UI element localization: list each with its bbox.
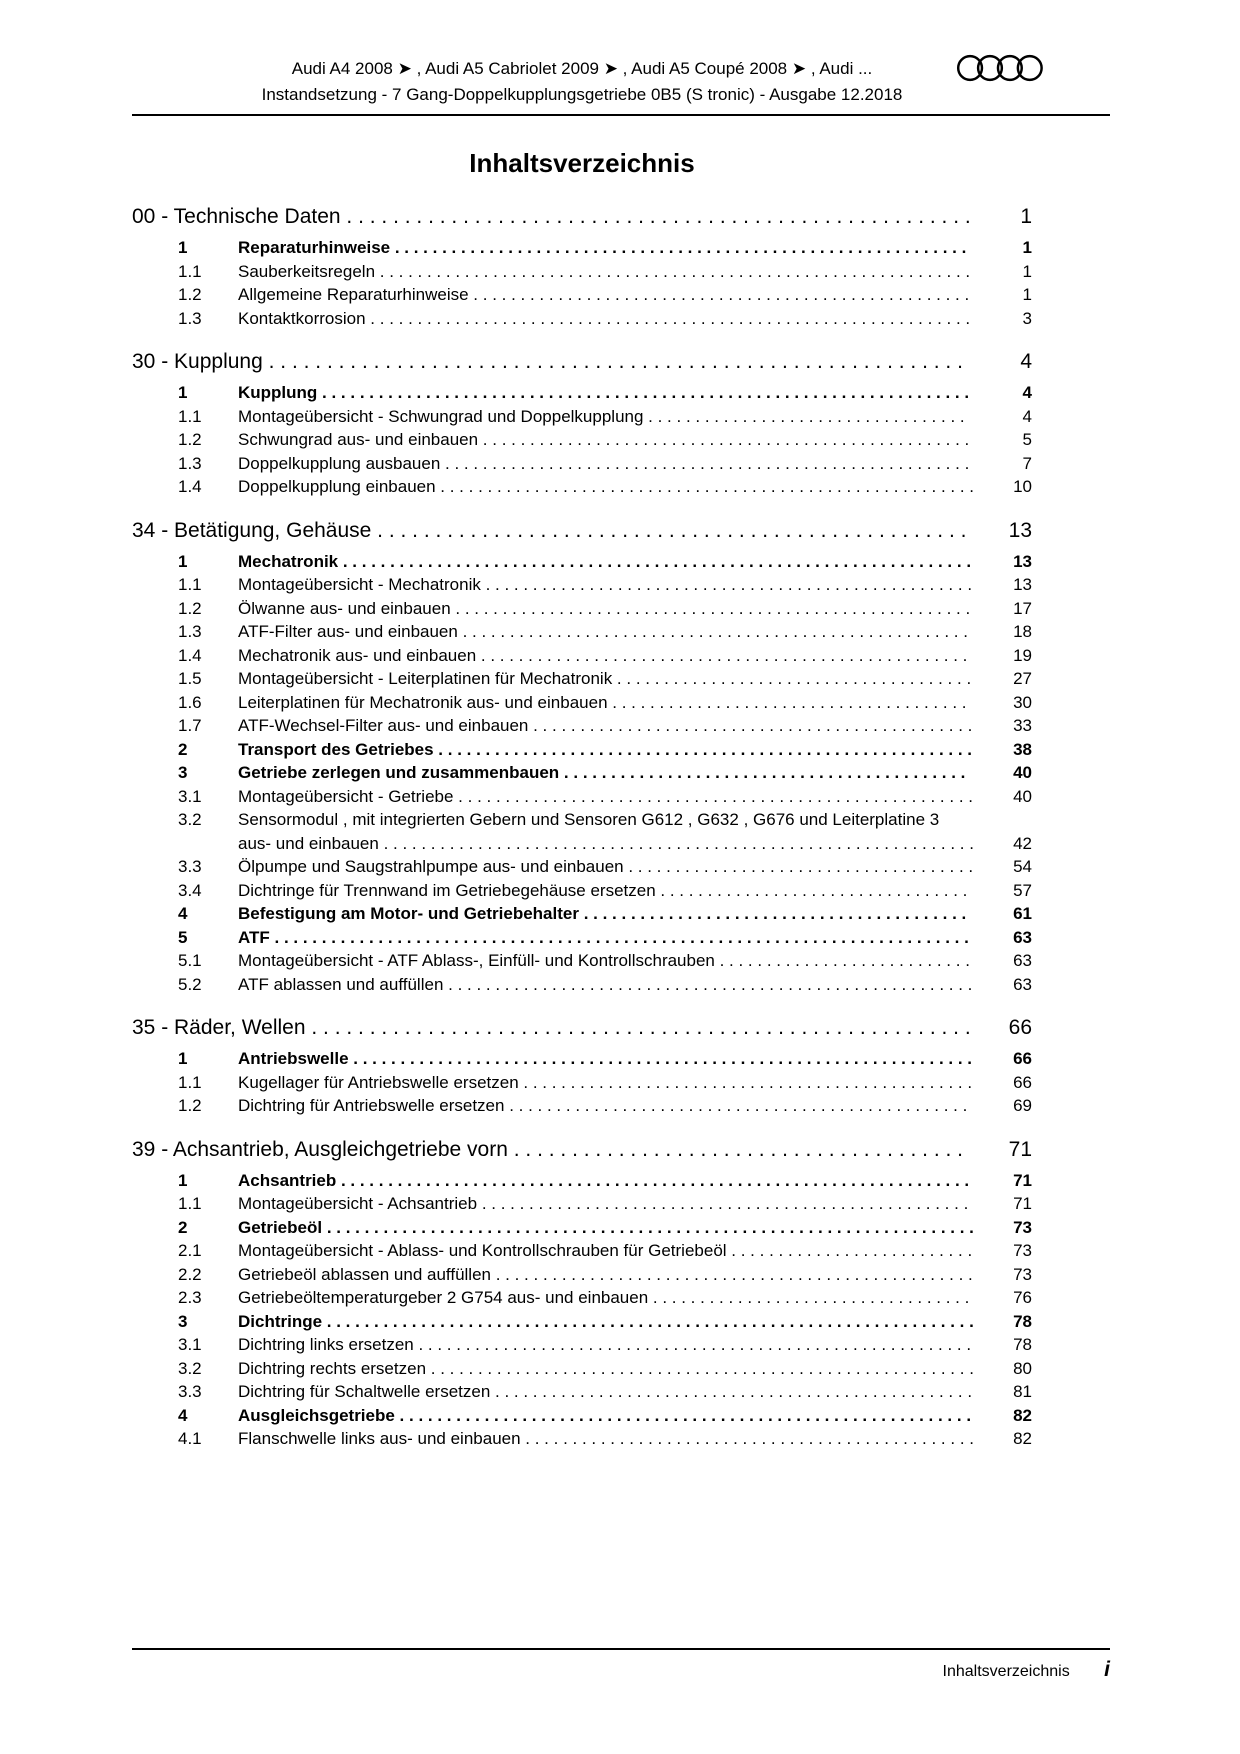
toc-entry-title: Flanschwelle links aus- und einbauen bbox=[238, 1429, 521, 1448]
toc-entry-list bbox=[132, 381, 1032, 499]
toc-entry-title: ATF ablassen und auffüllen bbox=[238, 974, 444, 994]
toc-entry-text bbox=[238, 1333, 974, 1357]
toc-entry-number: 1.3 bbox=[178, 453, 202, 473]
toc-entry-number: 4 bbox=[178, 904, 188, 923]
toc-entry-row[interactable] bbox=[132, 260, 1032, 284]
toc-entry-page: 54 bbox=[1013, 857, 1032, 876]
toc-entry-text bbox=[238, 691, 974, 715]
toc-entry-text bbox=[238, 714, 974, 738]
toc-entry-page: 73 bbox=[1013, 1217, 1032, 1237]
toc-entry-number: 1.3 bbox=[178, 308, 202, 328]
toc-entry-page: 69 bbox=[1013, 1096, 1032, 1115]
footer-section-label: Inhaltsverzeichnis bbox=[942, 1663, 1070, 1680]
toc-chapter-text bbox=[132, 517, 974, 545]
toc-entry-title: Dichtring links ersetzen bbox=[238, 1335, 414, 1354]
toc-entry-number: 1 bbox=[178, 238, 188, 257]
toc-chapter bbox=[132, 348, 1032, 499]
toc-entry-text bbox=[238, 381, 974, 405]
toc-entry-text bbox=[238, 428, 974, 452]
toc-entry-text bbox=[238, 452, 974, 476]
toc-entry-page: 66 bbox=[1013, 1049, 1032, 1068]
toc-entry-number: 3.1 bbox=[178, 786, 202, 806]
toc-entry-number: 3.1 bbox=[178, 1335, 202, 1354]
toc-chapter-label: 39 - Achsantrieb, Ausgleichgetriebe vorn bbox=[132, 1137, 508, 1161]
header-document-line: Instandsetzung - 7 Gang-Doppelkupplungsgetriebe 0B5 (S tronic) - Ausgabe 12.2018 bbox=[261, 85, 903, 104]
toc-entry-row[interactable] bbox=[132, 597, 1032, 621]
toc-entry-title: Allgemeine Reparaturhinweise bbox=[238, 285, 469, 304]
toc-entry-number: 4.1 bbox=[178, 1429, 202, 1448]
toc-entry-row[interactable] bbox=[132, 1286, 1032, 1310]
toc-entry-row[interactable] bbox=[132, 808, 1032, 855]
toc-entry-title: Kugellager für Antriebswelle ersetzen bbox=[238, 1072, 519, 1092]
toc-entry-text bbox=[238, 307, 974, 331]
toc-entry-text bbox=[238, 926, 974, 950]
toc-chapter-text bbox=[132, 203, 974, 231]
toc-entry-text bbox=[238, 1047, 974, 1071]
toc-entry-list bbox=[132, 1047, 1032, 1118]
toc-entry-page: 63 bbox=[1013, 951, 1032, 970]
toc-entry-page: 1 bbox=[1022, 261, 1032, 281]
toc-entry-page: 71 bbox=[1013, 1194, 1032, 1213]
toc-entry-list bbox=[132, 236, 1032, 330]
toc-entry-text bbox=[238, 260, 974, 284]
toc-chapter-row[interactable] bbox=[132, 1014, 1032, 1042]
toc-entry-title: Doppelkupplung einbauen bbox=[238, 477, 436, 496]
toc-entry-text bbox=[238, 902, 974, 926]
toc-entry-text bbox=[238, 1169, 974, 1193]
toc-entry-text bbox=[238, 236, 974, 260]
toc-entry-text bbox=[238, 620, 974, 644]
toc-entry-number: 1 bbox=[178, 1049, 188, 1068]
toc-entry-text bbox=[238, 738, 974, 762]
toc-chapter-row[interactable] bbox=[132, 517, 1032, 545]
toc-chapter bbox=[132, 517, 1032, 997]
toc-entry-title: Mechatronik bbox=[238, 551, 339, 571]
toc-entry-page: 5 bbox=[1022, 430, 1032, 449]
toc-entry-row[interactable] bbox=[132, 855, 1032, 879]
toc-entry-number: 2.3 bbox=[178, 1288, 202, 1307]
toc-entry-title: Getriebeöl ablassen und auffüllen bbox=[238, 1264, 491, 1284]
toc-entry-page: 1 bbox=[1022, 238, 1032, 257]
toc-chapter-label: 35 - Räder, Wellen bbox=[132, 1016, 306, 1039]
toc-entry-page: 13 bbox=[1013, 551, 1032, 571]
toc-entry-row[interactable] bbox=[132, 1333, 1032, 1357]
toc-entry-page: 82 bbox=[1013, 1429, 1032, 1448]
toc-entry-number: 1.5 bbox=[178, 669, 202, 688]
toc-entry-page: 33 bbox=[1013, 716, 1032, 735]
toc-entry-title: Montageübersicht - Getriebe bbox=[238, 786, 454, 806]
toc-entry-row[interactable] bbox=[132, 1310, 1032, 1334]
toc-entry-title: Dichtringe bbox=[238, 1311, 323, 1331]
page-header bbox=[132, 0, 1110, 116]
toc-entry-number: 1.2 bbox=[178, 285, 202, 304]
toc-entry-text bbox=[238, 879, 974, 903]
toc-entry-number: 3.3 bbox=[178, 857, 202, 876]
toc-entry-title: Dichtringe für Trennwand im Getriebegehäuse ersetzen bbox=[238, 880, 656, 900]
toc-entry-title: Montageübersicht - Schwungrad und Doppelkupplung bbox=[238, 406, 644, 426]
toc-entry-number: 2.1 bbox=[178, 1241, 202, 1260]
toc-entry-row[interactable] bbox=[132, 879, 1032, 903]
toc-entry-page: 10 bbox=[1013, 477, 1032, 496]
toc-entry-title: Montageübersicht - ATF Ablass-, Einfüll- und Kontrollschrauben bbox=[238, 951, 715, 970]
toc-entry-text bbox=[238, 283, 974, 307]
toc-entry-page: 40 bbox=[1013, 763, 1032, 782]
toc-entry-title: Sensormodul , mit integrierten Gebern und Sensoren G612 , G632 , G676 und Leiterplatine 3 aus- und einbauen bbox=[238, 810, 940, 853]
toc-entry-title: Reparaturhinweise bbox=[238, 238, 391, 257]
toc-entry-page: 76 bbox=[1013, 1288, 1032, 1307]
toc-entry-row[interactable] bbox=[132, 1094, 1032, 1118]
toc-entry-page: 66 bbox=[1013, 1072, 1032, 1092]
toc-entry-row[interactable] bbox=[132, 573, 1032, 597]
toc-entry-title: Ölwanne aus- und einbauen bbox=[238, 598, 451, 618]
toc-entry-title: Ausgleichsgetriebe bbox=[238, 1405, 395, 1425]
toc-entry-number: 2.2 bbox=[178, 1264, 202, 1284]
toc-entry-row[interactable] bbox=[132, 1427, 1032, 1451]
toc-entry-row[interactable] bbox=[132, 761, 1032, 785]
toc-entry-number: 1.1 bbox=[178, 575, 202, 594]
toc-entry-text bbox=[238, 475, 974, 499]
toc-entry-text bbox=[238, 855, 974, 879]
toc-entry-number: 1.4 bbox=[178, 477, 202, 496]
toc-entry-page: 57 bbox=[1013, 880, 1032, 900]
toc-entry-page: 4 bbox=[1022, 383, 1032, 402]
toc-entry-row[interactable] bbox=[132, 973, 1032, 997]
toc-chapter bbox=[132, 1136, 1032, 1451]
toc-entry-title: Montageübersicht - Mechatronik bbox=[238, 575, 481, 594]
toc-entry-text bbox=[238, 573, 974, 597]
toc-entry-number: 1.6 bbox=[178, 692, 202, 712]
toc-entry-number: 1.1 bbox=[178, 1072, 202, 1092]
toc-entry-page: 73 bbox=[1013, 1264, 1032, 1284]
toc-entry-row[interactable] bbox=[132, 1357, 1032, 1381]
toc-entry-title: Achsantrieb bbox=[238, 1170, 337, 1190]
toc-entry-number: 1 bbox=[178, 551, 188, 571]
toc-entry-title: Getriebeöl bbox=[238, 1217, 323, 1237]
toc-entry-number: 4 bbox=[178, 1405, 188, 1425]
toc-entry-title: Dichtring für Antriebswelle ersetzen bbox=[238, 1096, 505, 1115]
toc-entry-number: 1.2 bbox=[178, 1096, 202, 1115]
toc-entry-text bbox=[238, 973, 974, 997]
toc-entry-number: 1.4 bbox=[178, 645, 202, 665]
toc-chapter-label: 34 - Betätigung, Gehäuse bbox=[132, 518, 372, 542]
toc-entry-text bbox=[238, 1380, 974, 1404]
toc-entry-page: 17 bbox=[1013, 598, 1032, 618]
toc-chapter-page: 71 bbox=[1008, 1137, 1032, 1161]
toc-entry-number: 1.1 bbox=[178, 1194, 202, 1213]
toc-chapter-row[interactable] bbox=[132, 1136, 1032, 1164]
toc bbox=[132, 203, 1032, 1451]
toc-chapter bbox=[132, 203, 1032, 330]
toc-entry-text bbox=[238, 761, 974, 785]
toc-entry-text bbox=[238, 1427, 974, 1451]
toc-entry-title: Befestigung am Motor- und Getriebehalter bbox=[238, 904, 579, 923]
toc-entry-row[interactable] bbox=[132, 1192, 1032, 1216]
toc-entry-row[interactable] bbox=[132, 644, 1032, 668]
toc-entry-text bbox=[238, 1094, 974, 1118]
toc-entry-text bbox=[238, 1263, 974, 1287]
toc-entry-page: 4 bbox=[1022, 406, 1032, 426]
toc-entry-text bbox=[238, 597, 974, 621]
toc-entry-number: 1.1 bbox=[178, 261, 202, 281]
toc-entry-row[interactable] bbox=[132, 1047, 1032, 1071]
toc-entry-row[interactable] bbox=[132, 475, 1032, 499]
toc-entry-page: 61 bbox=[1013, 904, 1032, 923]
toc-entry-text bbox=[238, 644, 974, 668]
toc-chapter-row[interactable] bbox=[132, 203, 1032, 231]
toc-entry-page: 3 bbox=[1022, 308, 1032, 328]
toc-entry-page: 13 bbox=[1013, 575, 1032, 594]
toc-entry-page: 30 bbox=[1013, 692, 1032, 712]
toc-entry-title: Kupplung bbox=[238, 383, 318, 402]
toc-entry-page: 73 bbox=[1013, 1241, 1032, 1260]
toc-entry-row[interactable] bbox=[132, 902, 1032, 926]
toc-entry-title: ATF-Wechsel-Filter aus- und einbauen bbox=[238, 716, 529, 735]
toc-entry-row[interactable] bbox=[132, 283, 1032, 307]
toc-chapter-label: 30 - Kupplung bbox=[132, 350, 263, 373]
toc-entry-page: 78 bbox=[1013, 1335, 1032, 1354]
toc-entry-title: Montageübersicht - Achsantrieb bbox=[238, 1194, 478, 1213]
toc-entry-text bbox=[238, 1216, 974, 1240]
toc-entry-row[interactable] bbox=[132, 1380, 1032, 1404]
toc-entry-row[interactable] bbox=[132, 691, 1032, 715]
toc-entry-number: 3 bbox=[178, 1311, 188, 1331]
toc-entry-title: ATF bbox=[238, 927, 270, 947]
page-footer bbox=[132, 1648, 1110, 1684]
toc-entry-row[interactable] bbox=[132, 428, 1032, 452]
toc-entry-title: Transport des Getriebes bbox=[238, 739, 434, 759]
toc-entry-title: Getriebeöltemperaturgeber 2 G754 aus- und einbauen bbox=[238, 1288, 649, 1307]
toc-entry-text bbox=[238, 405, 974, 429]
toc-entry-title: Getriebe zerlegen und zusammenbauen bbox=[238, 763, 560, 782]
toc-chapter-page: 4 bbox=[1020, 350, 1032, 373]
toc-entry-text bbox=[238, 1286, 974, 1310]
toc-entry-title: Dichtring für Schaltwelle ersetzen bbox=[238, 1382, 491, 1401]
toc-entry-title: Ölpumpe und Saugstrahlpumpe aus- und einbauen bbox=[238, 857, 624, 876]
audi-rings-icon bbox=[956, 52, 1044, 84]
toc-entry-row[interactable] bbox=[132, 620, 1032, 644]
toc-entry-number: 3.4 bbox=[178, 880, 202, 900]
toc-entry-title: Montageübersicht - Leiterplatinen für Mechatronik bbox=[238, 669, 613, 688]
toc-entry-title: Antriebswelle bbox=[238, 1049, 349, 1068]
toc-entry-page: 82 bbox=[1013, 1405, 1032, 1425]
toc-entry-page: 1 bbox=[1022, 285, 1032, 304]
toc-entry-title: ATF-Filter aus- und einbauen bbox=[238, 622, 458, 641]
toc-entry-number: 3 bbox=[178, 763, 188, 782]
toc-entry-row[interactable] bbox=[132, 667, 1032, 691]
toc-entry-row[interactable] bbox=[132, 1404, 1032, 1428]
toc-entry-text bbox=[238, 550, 974, 574]
toc-entry-text bbox=[238, 1404, 974, 1428]
toc-entry-text bbox=[238, 785, 974, 809]
toc-entry-page: 71 bbox=[1013, 1170, 1032, 1190]
toc-entry-number: 5.1 bbox=[178, 951, 202, 970]
toc-entry-number: 1 bbox=[178, 383, 188, 402]
toc-entry-page: 18 bbox=[1013, 622, 1032, 641]
toc-entry-row[interactable] bbox=[132, 1169, 1032, 1193]
toc-entry-row[interactable] bbox=[132, 307, 1032, 331]
toc-entry-row[interactable] bbox=[132, 550, 1032, 574]
toc-entry-number: 2 bbox=[178, 739, 188, 759]
toc-entry-title: Schwungrad aus- und einbauen bbox=[238, 430, 479, 449]
toc-entry-number: 1.1 bbox=[178, 406, 202, 426]
toc-entry-page: 38 bbox=[1013, 739, 1032, 759]
toc-entry-title: Leiterplatinen für Mechatronik aus- und einbauen bbox=[238, 692, 608, 712]
toc-entry-page: 63 bbox=[1013, 974, 1032, 994]
toc-chapter-text bbox=[132, 348, 974, 376]
header-model-line: Audi A4 2008 ➤ , Audi A5 Cabriolet 2009 ➤ , Audi A5 Coupé 2008 ➤ , Audi ... bbox=[291, 59, 873, 78]
toc-entry-number: 3.3 bbox=[178, 1382, 202, 1401]
toc-entry-list bbox=[132, 1169, 1032, 1451]
toc-entry-text bbox=[238, 1357, 974, 1381]
toc-entry-text bbox=[238, 1310, 974, 1334]
toc-entry-title: Mechatronik aus- und einbauen bbox=[238, 645, 477, 665]
toc-entry-page: 63 bbox=[1013, 927, 1032, 947]
toc-entry-page: 42 bbox=[1013, 833, 1032, 853]
toc-entry-page: 19 bbox=[1013, 645, 1032, 665]
toc-entry-number: 5.2 bbox=[178, 974, 202, 994]
toc-entry-row[interactable] bbox=[132, 381, 1032, 405]
toc-entry-text bbox=[238, 1192, 974, 1216]
toc-entry-row[interactable] bbox=[132, 1239, 1032, 1263]
toc-entry-row[interactable] bbox=[132, 738, 1032, 762]
page-title: Inhaltsverzeichnis bbox=[469, 148, 695, 178]
toc-entry-text bbox=[238, 667, 974, 691]
toc-entry-page: 7 bbox=[1022, 453, 1032, 473]
toc-entry-text bbox=[238, 1071, 974, 1095]
footer-page-number: i bbox=[1104, 1658, 1110, 1681]
toc-chapter-page: 1 bbox=[1020, 205, 1032, 228]
toc-chapter-page: 66 bbox=[1008, 1016, 1032, 1039]
toc-entry-row[interactable] bbox=[132, 714, 1032, 738]
toc-chapter-text bbox=[132, 1136, 974, 1164]
toc-entry-list bbox=[132, 550, 1032, 997]
header-divider bbox=[132, 114, 1110, 116]
toc-entry-row[interactable] bbox=[132, 1216, 1032, 1240]
toc-chapter-page: 13 bbox=[1008, 518, 1032, 542]
toc-entry-row[interactable] bbox=[132, 1071, 1032, 1095]
toc-entry-page: 78 bbox=[1013, 1311, 1032, 1331]
toc-entry-page: 81 bbox=[1013, 1382, 1032, 1401]
toc-entry-title: Dichtring rechts ersetzen bbox=[238, 1358, 427, 1378]
toc-entry-number: 5 bbox=[178, 927, 188, 947]
toc-chapter-row[interactable] bbox=[132, 348, 1032, 376]
toc-entry-number: 1.2 bbox=[178, 430, 202, 449]
toc-entry-row[interactable] bbox=[132, 949, 1032, 973]
toc-entry-number: 1.2 bbox=[178, 598, 202, 618]
toc-entry-row[interactable] bbox=[132, 926, 1032, 950]
toc-chapter-text bbox=[132, 1014, 974, 1042]
toc-entry-number: 2 bbox=[178, 1217, 188, 1237]
toc-entry-row[interactable] bbox=[132, 452, 1032, 476]
toc-entry-title: Montageübersicht - Ablass- und Kontrollschrauben für Getriebeöl bbox=[238, 1241, 727, 1260]
toc-entry-page: 80 bbox=[1013, 1358, 1032, 1378]
toc-entry-text bbox=[238, 1239, 974, 1263]
toc-entry-title: Sauberkeitsregeln bbox=[238, 261, 376, 281]
toc-entry-text bbox=[238, 949, 974, 973]
toc-entry-page: 40 bbox=[1013, 786, 1032, 806]
toc-entry-title: Doppelkupplung ausbauen bbox=[238, 453, 441, 473]
toc-entry-number: 3.2 bbox=[178, 1358, 202, 1378]
toc-entry-row[interactable] bbox=[132, 405, 1032, 429]
toc-entry-number: 1 bbox=[178, 1170, 188, 1190]
toc-chapter-label: 00 - Technische Daten bbox=[132, 205, 341, 228]
toc-entry-row[interactable] bbox=[132, 785, 1032, 809]
toc-entry-text bbox=[238, 808, 974, 855]
toc-chapter bbox=[132, 1014, 1032, 1118]
toc-entry-number: 1.7 bbox=[178, 716, 202, 735]
toc-entry-row[interactable] bbox=[132, 236, 1032, 260]
toc-entry-title: Kontaktkorrosion bbox=[238, 308, 366, 328]
toc-entry-number: 3.2 bbox=[178, 810, 202, 829]
toc-entry-page: 27 bbox=[1013, 669, 1032, 688]
toc-entry-row[interactable] bbox=[132, 1263, 1032, 1287]
toc-entry-number: 1.3 bbox=[178, 622, 202, 641]
